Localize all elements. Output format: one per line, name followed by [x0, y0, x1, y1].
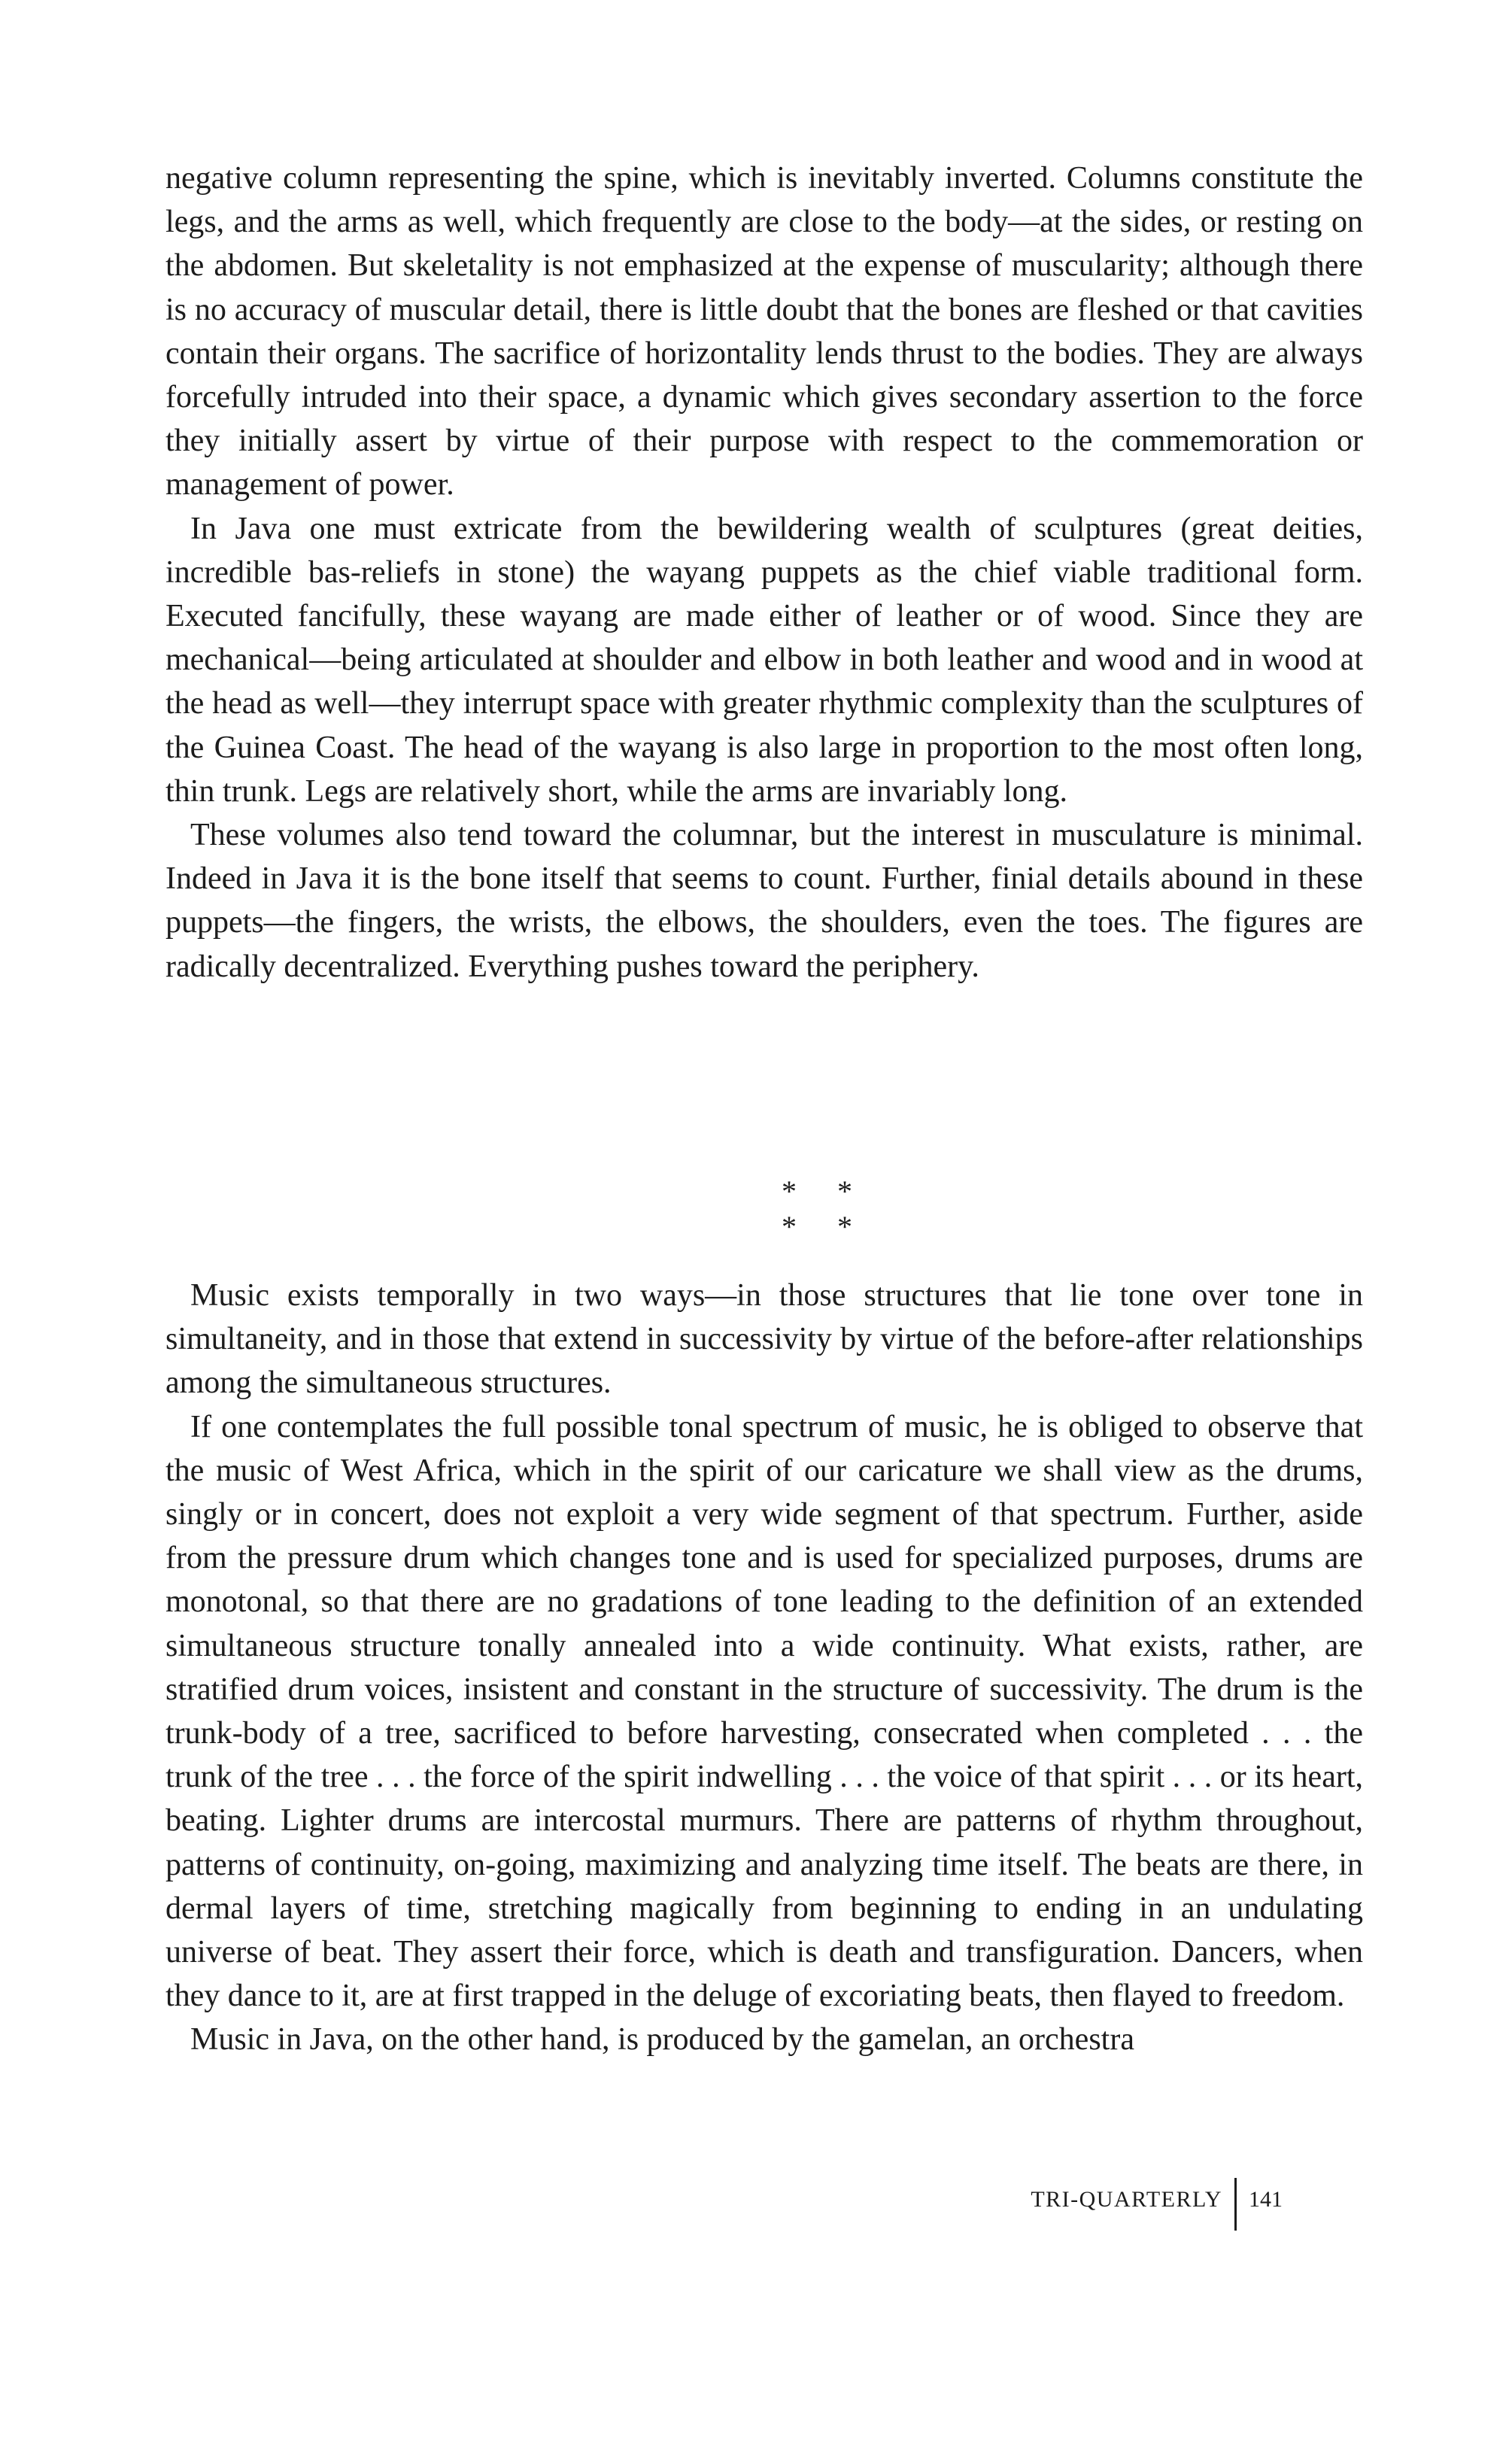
paragraph-java-gamelan: Music in Java, on the other hand, is produced by the gamelan, an orchestra [190, 2022, 1134, 2058]
footer-divider [1234, 2178, 1237, 2231]
section-break-asterisks: * * * * [782, 1174, 869, 1244]
page-footer [970, 2178, 1316, 2231]
lower-text-block [165, 1274, 1363, 2062]
running-head: TRI-QUARTERLY [1031, 2187, 1222, 2212]
paragraph-columnar-volumes: These volumes also tend toward the columnar, but the interest in musculature is minimal. Indeed in Java it is the bone itself that seems to count. Further, finial details abound in these puppets—the fingers, the wrists, the elbows, the shoulders, even the toes. The figures are radically decentralized. Everything pushes toward the periphery. [165, 818, 1363, 984]
paragraph-java-wayang: In Java one must extricate from the bewildering wealth of sculptures (great deities, incredible bas-reliefs in stone) the wayang puppets as the chief viable traditional form. Executed fancifully, these wayang are made either of leather or of wood. Since they are mechanical—being articulated at shoulder and elbow in both leather and wood and in wood at the head as well—they interrupt space with greater rhythmic complexity than the sculptures of the Guinea Coast. The head of the wayang is also large in proportion to the most often long, thin trunk. Legs are relatively short, while the arms are invariably long. [165, 511, 1363, 809]
page-number: 141 [1249, 2187, 1283, 2212]
paragraph-music-temporal: Music exists temporally in two ways—in those structures that lie tone over tone in simultaneity, and in those that extend in successivity by virtue of the before-after relationships among the simultaneous structures. [165, 1278, 1363, 1401]
paragraph-west-africa-drums: If one contemplates the full possible tonal spectrum of music, he is obliged to observe that the music of West Africa, which in the spirit of our caricature we shall view as the drums, singly or in concert, does not exploit a very wide segment of that spectrum. Further, aside from the pressure drum which changes tone and is used for specialized purposes, drums are monotonal, so that there are no gradations of tone leading to the definition of an extended simultaneous structure tonally annealed into a wide continuity. What exists, rather, are stratified drum voices, insistent and constant in the structure of successivity. The drum is the trunk-body of a tree, sacrificed to before harvesting, consecrated when completed . . . the trunk of the tree . . . the force of the spirit indwelling . . . the voice of that spirit . . . or its heart, beating. Lighter drums are intercostal murmurs. There are patterns of rhythm throughout, patterns of continuity, on-going, maximizing and analyzing time itself. The beats are there, in dermal layers of time, stretching magically from beginning to ending in an undulating universe of beat. They assert their force, which is death and transfiguration. Dancers, when they dance to it, are at first trapped in the deluge of excoriating beats, then flayed to freedom. [165, 1409, 1363, 2014]
upper-text-block [165, 156, 1363, 989]
paragraph-spine-columns: negative column representing the spine, which is inevitably inverted. Columns constitute the legs, and the arms as well, which frequently are close to the body—at the sides, or resting on the abdomen. But skeletality is not emphasized at the expense of muscularity; although there is no accuracy of muscular detail, there is little doubt that the bones are fleshed or that cavities contain their organs. The sacrifice of horizontality lends thrust to the bodies. They are always forcefully intruded into their space, a dynamic which gives secondary assertion to the force they initially assert by virtue of their purpose with respect to the commemoration or management of power. [165, 161, 1363, 503]
